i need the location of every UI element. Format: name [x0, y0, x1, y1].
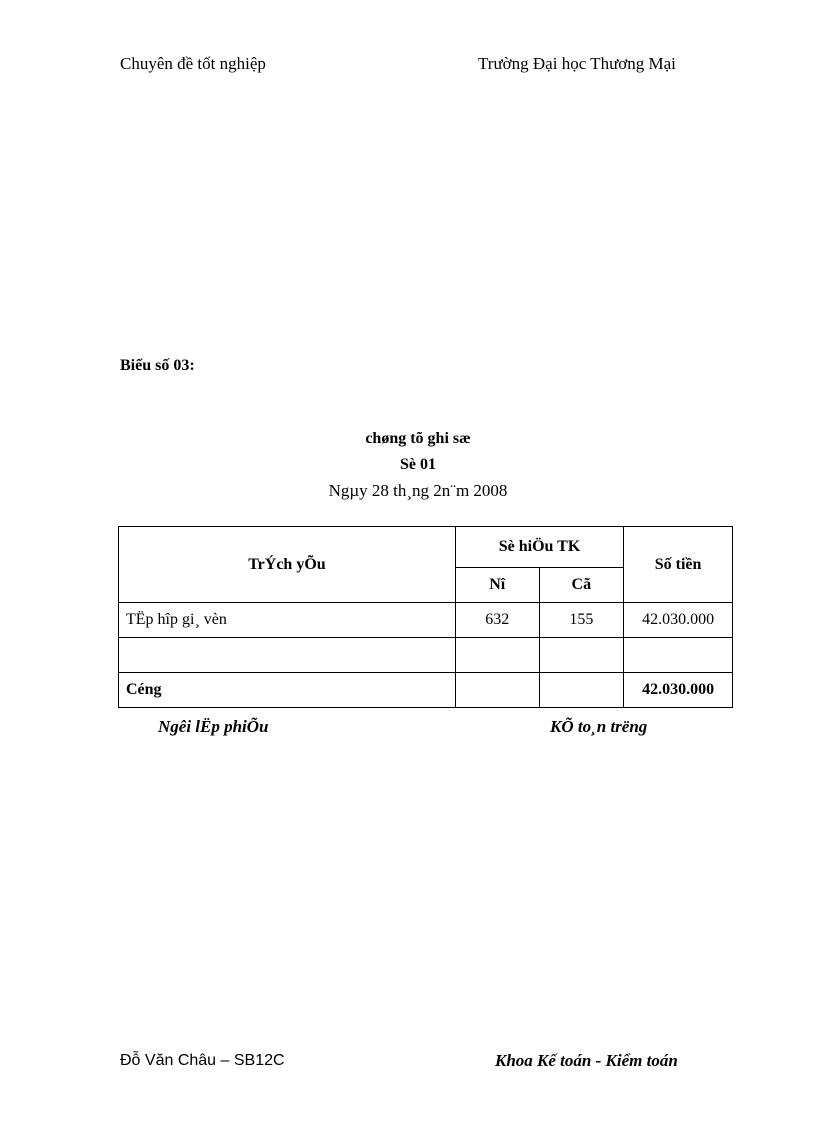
header-debit: Nî — [455, 568, 539, 603]
document-date: Ngµy 28 th¸ng 2n¨m 2008 — [328, 481, 508, 500]
signature-preparer: Ngêi lËp phiÕu — [158, 717, 269, 736]
total-debit-empty — [455, 673, 539, 708]
row-credit-account — [539, 638, 624, 673]
total-amount: 42.030.000 — [624, 673, 733, 708]
total-label: Céng — [119, 673, 456, 708]
header-left-text: Chuyên đề tốt nghiệp — [120, 54, 266, 73]
document-number: Sè 01 — [400, 456, 436, 473]
row-description: TËp hîp gi¸ vèn — [119, 603, 456, 638]
total-row — [119, 673, 733, 708]
form-label: Biểu số 03: — [120, 357, 195, 374]
row-credit-account: 155 — [539, 603, 624, 638]
row-amount — [624, 638, 733, 673]
signature-chief-accountant: KÕ to¸n trëng — [550, 717, 648, 736]
footer-department: Khoa Kế toán - Kiểm toán — [495, 1051, 678, 1070]
header-description: TrÝch yÕu — [119, 527, 456, 603]
row-debit-account: 632 — [455, 603, 539, 638]
header-account-number: Sè hiÖu TK — [455, 527, 623, 568]
row-amount: 42.030.000 — [624, 603, 733, 638]
row-debit-account — [455, 638, 539, 673]
table-row — [119, 603, 733, 638]
row-description — [119, 638, 456, 673]
footer-author: Đỗ Văn Châu – SB12C — [120, 1052, 285, 1069]
total-credit-empty — [539, 673, 624, 708]
header-right-text: Trường Đại học Thương Mại — [478, 54, 676, 73]
header-amount: Số tiền — [624, 527, 733, 603]
document-title: chøng tõ ghi sæ — [365, 430, 471, 447]
table-row — [119, 638, 733, 673]
header-credit: Cã — [539, 568, 624, 603]
voucher-table — [118, 526, 733, 708]
